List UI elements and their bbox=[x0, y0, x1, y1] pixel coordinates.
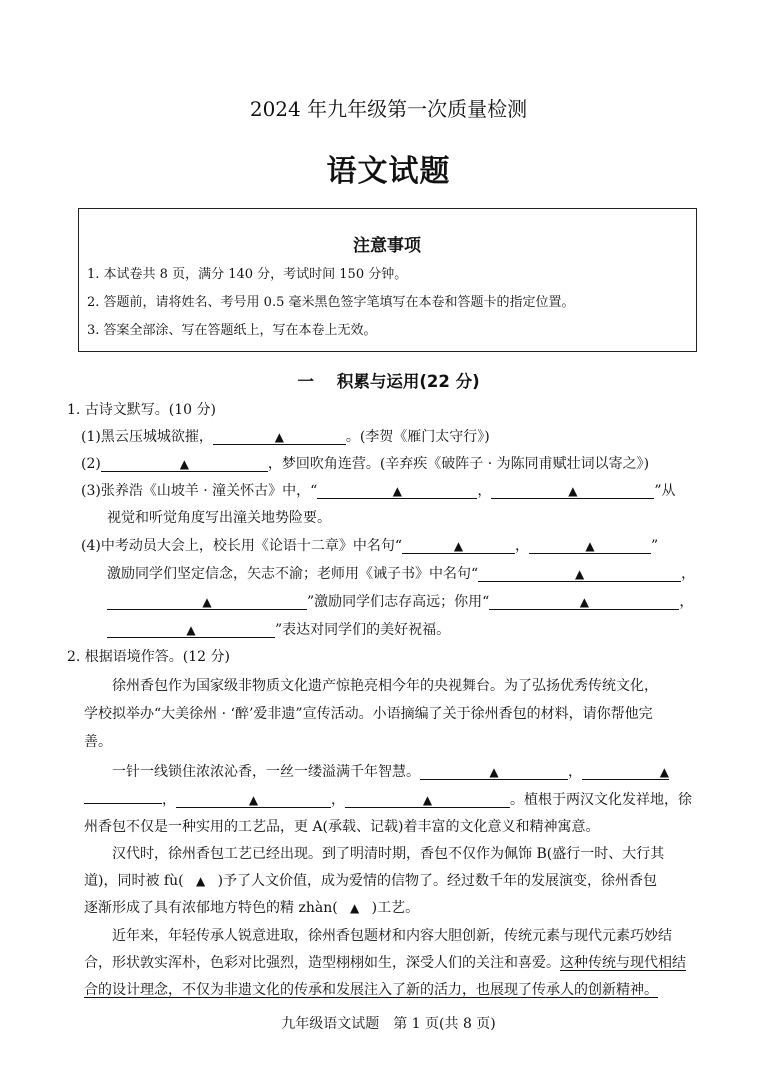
answer-blank[interactable]: ▲ bbox=[213, 430, 346, 445]
q2-passage-line: 道)，同时被 fù( ▲ )予了人文价值，成为爱情的信物了。经过数千年的发展演变，徐州香包 bbox=[84, 873, 658, 889]
q1-item-4-line3: ▲ ”激励同学们志存高远；你用“ ▲ ， bbox=[107, 591, 693, 611]
section-number: 一 bbox=[297, 372, 314, 391]
q1-item-3-cont: 视觉和听觉角度写出潼关地势险要。 bbox=[107, 510, 331, 526]
section-heading bbox=[0, 368, 777, 392]
notice-title: 注意事项 bbox=[353, 236, 421, 256]
q2-passage-line: 一针一线锁住浓浓沁香，一丝一缕溢满千年智慧。 ▲ ， ▲ bbox=[112, 764, 669, 780]
answer-blank[interactable]: ▲ bbox=[582, 765, 669, 780]
underlined-sentence: 这种传统与现代相结 bbox=[560, 955, 686, 971]
underlined-sentence: 合的设计理念，不仅为非遗文化的传承和发展注入了新的活力，也展现了传承人的创新精神。 bbox=[84, 982, 658, 998]
answer-blank[interactable]: ▲ bbox=[107, 595, 307, 610]
q2-passage-line: 州香包不仅是一种实用的工艺品，更 A(承载、记载)着丰富的文化意义和精神寓意。 bbox=[84, 819, 600, 835]
notice-item: 2. 答题前，请将姓名、考号用 0.5 毫米黑色签字笔填写在本卷和答题卡的指定位置。 bbox=[87, 295, 575, 310]
q2-intro: 善。 bbox=[84, 734, 112, 750]
question-1-heading: 1. 古诗文默写。(10 分) bbox=[67, 402, 216, 418]
q2-passage-line: ， ▲ ， ▲ 。植根于两汉文化发祥地，徐 bbox=[84, 789, 692, 809]
answer-blank[interactable]: ▲ bbox=[107, 623, 275, 638]
answer-blank[interactable]: ▲ bbox=[491, 484, 654, 499]
q1-item-2: (2) ▲ ，梦回吹角连营。(辛弃疾《破阵子 · 为陈同甫赋壮词以寄之》) bbox=[81, 456, 650, 472]
answer-blank[interactable]: ▲ bbox=[402, 539, 515, 554]
notice-item: 3. 答案全部涂、写在答题纸上，写在本卷上无效。 bbox=[87, 323, 377, 338]
question-2-heading: 2. 根据语境作答。(12 分) bbox=[67, 649, 230, 665]
q2-passage-line: 汉代时，徐州香包工艺已经出现。到了明清时期，香包不仅作为佩饰 B(盛行一时、大行其 bbox=[112, 846, 665, 862]
answer-blank[interactable]: ▲ bbox=[529, 539, 651, 554]
exam-title: 2024 年九年级第一次质量检测 bbox=[249, 97, 528, 121]
subject-title: 语文试题 bbox=[326, 154, 451, 189]
q1-item-4-line4: ▲ ”表达对同学们的美好祝福。 bbox=[107, 619, 450, 639]
answer-blank[interactable]: ▲ bbox=[478, 567, 681, 582]
q2-intro: 徐州香包作为国家级非物质文化遗产惊艳亮相今年的央视舞台。为了弘扬优秀传统文化， bbox=[112, 678, 658, 694]
notice-item: 1. 本试卷共 8 页，满分 140 分，考试时间 150 分钟。 bbox=[87, 267, 408, 282]
section-title: 积累与运用(22 分) bbox=[336, 372, 480, 391]
q1-item-4: (4)中考动员大会上，校长用《论语十二章》中名句“ ▲ ， ▲ ” bbox=[81, 538, 659, 554]
answer-marker[interactable]: ▲ bbox=[195, 874, 206, 888]
answer-marker[interactable]: ▲ bbox=[350, 901, 360, 915]
q1-item-4-line2: 激励同学们坚定信念，矢志不渝；老师用《诫子书》中名句“ ▲ ， bbox=[107, 566, 696, 582]
q1-item-1: (1)黑云压城城欲摧， ▲ 。(李贺《雁门太守行》) bbox=[81, 429, 490, 445]
answer-blank[interactable]: ▲ bbox=[489, 595, 679, 610]
q1-item-3: (3)张养浩《山坡羊 · 潼关怀古》中，“ ▲ ， ▲ ”从 bbox=[81, 483, 676, 499]
answer-blank[interactable]: ▲ bbox=[317, 484, 477, 499]
notice-box bbox=[78, 208, 697, 352]
page-footer: 九年级语文试题 第 1 页(共 8 页) bbox=[281, 1016, 496, 1032]
q2-passage-line: 逐渐形成了具有浓郁地方特色的精 zhàn( ▲ )工艺。 bbox=[84, 900, 420, 916]
q2-passage-line: 合，形状敦实浑朴，色彩对比强烈，造型栩栩如生，深受人们的关注和喜爱。这种传统与现代相结 bbox=[84, 955, 686, 971]
answer-blank[interactable]: ▲ bbox=[345, 793, 510, 808]
answer-blank[interactable]: ▲ bbox=[176, 793, 331, 808]
answer-blank[interactable] bbox=[84, 789, 162, 804]
q2-passage-line: 近年来，年轻传承人锐意进取，徐州香包题材和内容大胆创新，传统元素与现代元素巧妙结 bbox=[112, 928, 672, 944]
q2-intro: 学校拟举办“大美徐州 · ‘醉’爱非遗”宣传活动。小语摘编了关于徐州香包的材料，请你帮他完 bbox=[84, 706, 653, 722]
answer-blank[interactable]: ▲ bbox=[420, 765, 568, 780]
answer-blank[interactable]: ▲ bbox=[101, 457, 268, 472]
